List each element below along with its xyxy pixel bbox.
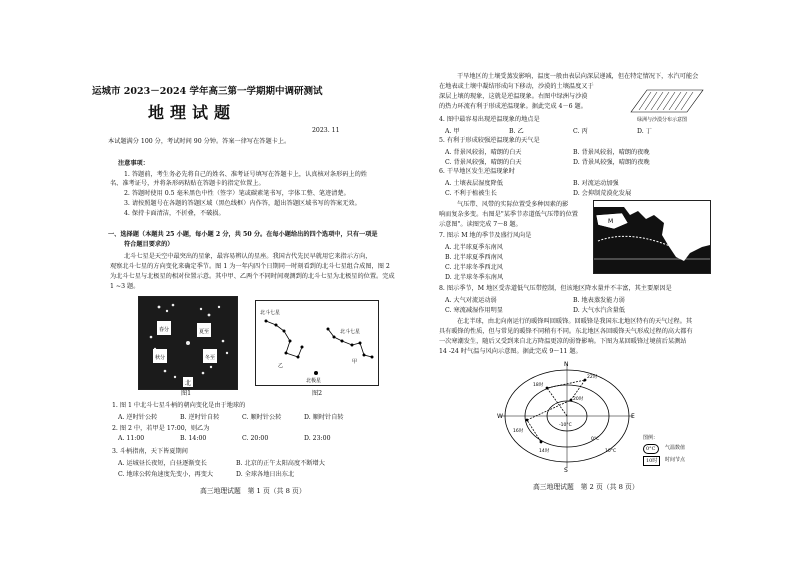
option[interactable]: B. 背景风较弱，晴朗的夜晚 (573, 149, 650, 156)
option[interactable]: C. 寒流减湿作用明显 (445, 307, 503, 314)
passage-line: 干旱地区的土壤受蒸发影响，温度一般由表层向深层递减，但在特定情况下，水汽可能会 (457, 73, 699, 80)
figure-1-caption: 图1 (181, 390, 192, 397)
section1-title: 一、选择题（本题共 25 小题，每小题 2 分，共 50 分。在每小题给出的四个选项中，只有一项是 (108, 231, 378, 238)
oasis-desert-figure (629, 86, 705, 114)
option[interactable]: D. 会抑制荒漠化发展 (573, 190, 632, 197)
page-footer: 高三地理试题 第 1 页（共 8 页） (200, 487, 306, 495)
figure-1-star-map (138, 296, 238, 390)
compass-e: E (631, 413, 635, 420)
question-6-stem: 6. 干旱地区发生逆温现象时 (439, 168, 515, 175)
option[interactable]: A. 运城昼长夜短，白昼逐渐变长 (118, 460, 207, 467)
passage-line: 响而复杂多变。右图是"某季节赤道低气压带的位置 (439, 211, 578, 218)
compass-n: N (564, 361, 569, 368)
legend-sample-time: 10时 (643, 456, 660, 466)
option[interactable]: D. 大气水汽含量低 (573, 307, 625, 314)
option[interactable]: B. 逆时针自转 (180, 414, 220, 421)
oasis-figure-caption: 绿洲与沙漠分布示意图 (637, 117, 688, 123)
notice-item: 3. 请按照题号在各题的答题区域（黑色线框）内作答，超出答题区域书写的答案无效。 (124, 200, 361, 207)
option[interactable]: D. 全球各地日出东北 (236, 471, 295, 478)
subject-title: 地理试题 (148, 103, 237, 122)
passage-line: 深层上壤的现象，这就是逆温现象。右图中绿洲与沙漠 (439, 93, 588, 100)
question-8-stem: 8. 图示季节，M 地区受赤道低气压带控制，但该地区降水量并不丰富，其主要原因是 (439, 285, 672, 292)
figure-2-svg (256, 301, 378, 385)
season-label: 冬至 (205, 355, 216, 361)
season-label: 春分 (159, 327, 170, 333)
season-label: 秋分 (155, 355, 166, 361)
option[interactable]: B. 北半球夏季西南风 (445, 254, 503, 261)
time-label: 18时 (533, 383, 544, 388)
notice-item: 4. 保持卡面清洁，不折叠，不破损。 (124, 210, 225, 217)
option[interactable]: C. 北半球冬季西北风 (445, 264, 503, 271)
exam-header-title: 运城市 2023－2024 学年高三第一学期期中调研测试 (92, 86, 323, 97)
oasis-svg (629, 86, 705, 114)
star-dots (150, 304, 229, 379)
temp-label: -10°C (559, 423, 572, 428)
option[interactable]: C. 背景风较强，晴朗的白天 (445, 159, 522, 166)
option[interactable]: B. 对流运动加强 (573, 180, 619, 187)
option[interactable]: A. 甲 (445, 128, 460, 135)
notice-title: 注意事项： (118, 160, 149, 167)
exam-info: 本试题满分 100 分，考试时间 90 分钟。答案一律写在答题卡上。 (108, 138, 291, 145)
passage-line: 示意图"。读图完成 7～8 题。 (439, 221, 522, 228)
passage-line: 具有暖锋的性质，但与常见的暖锋不同稍有不同。东北地区各回暖锋天气形成过程的高大都有 (439, 328, 693, 335)
option[interactable]: C. 不利于植被生长 (445, 190, 497, 197)
temp-label: 0°C (591, 437, 600, 442)
option[interactable]: D. 北半球冬季东南风 (445, 274, 504, 281)
compass-w: W (497, 413, 503, 420)
legend-title: 图例： (643, 435, 659, 441)
wind-temperature-diagram (497, 360, 637, 472)
compass-s: S (564, 467, 568, 472)
dipper-line-a (266, 321, 302, 357)
option[interactable]: C. 丙 (573, 128, 588, 135)
passage-line: 在北半球，由北向南运行的暖锋叫回暖锋。回暖锋是我国东北地区特有的天气过程。其 (457, 318, 693, 325)
season-label: 夏至 (199, 329, 210, 335)
page-footer: 高三地理试题 第 2 页（共 8 页） (533, 483, 639, 491)
figure-1-svg (139, 297, 237, 389)
dipper-label: 北斗七星 (260, 310, 281, 316)
option[interactable]: C. 20:00 (242, 435, 269, 442)
passage-line: 北斗七星是天空中最突出的星象，最容易辨认的星座。我国古代先民早就用它来指示方向， (124, 253, 372, 260)
notice-item: 1. 答题前，考生务必先将自己的姓名、准考证号填写在答题卡上，认真核对条形码上的姓 (124, 171, 367, 178)
option[interactable]: B. 地表蒸发能力弱 (573, 297, 625, 304)
time-label: 16时 (513, 429, 524, 434)
legend-label-temp: 气温数值 (665, 445, 686, 451)
option[interactable]: D. 背景风较强，晴朗的夜晚 (573, 159, 650, 166)
legend-label-time: 时间节点 (665, 457, 686, 463)
option[interactable]: B. 乙 (509, 128, 524, 135)
question-4-stem: 4. 图中最容易出现逆温现象的地点是 (439, 116, 540, 123)
option[interactable]: A. 土壤表层湿度降低 (445, 180, 503, 187)
pressure-belt-map (593, 200, 711, 274)
time-label: 22时 (587, 375, 598, 380)
option[interactable]: D. 丁 (637, 128, 652, 135)
time-label: 20时 (573, 397, 584, 402)
polaris-label: 北极星 (306, 378, 322, 384)
option[interactable]: A. 大气对流运动弱 (445, 297, 497, 304)
right-page (397, 0, 794, 562)
position-label-yi: 乙 (278, 363, 284, 369)
question-1-stem: 1. 图 1 中北斗七星斗柄的朝向变化是由于地球的 (112, 402, 246, 409)
option[interactable]: C. 地球公转角速度先变小，再变大 (118, 471, 214, 478)
figure-2-dipper (255, 300, 379, 386)
passage-line: 气压带、风带的实际位置受多种因素的影 (457, 201, 569, 208)
option[interactable]: A. 背景风较弱，晴朗的白天 (445, 149, 522, 156)
diagram-legend (643, 434, 705, 474)
question-3-stem: 3. 斗柄指南，天下皆夏期间 (112, 448, 188, 455)
map-label-m: M (608, 218, 614, 225)
map-svg (594, 201, 710, 273)
option[interactable]: D. 顺时针自转 (304, 414, 344, 421)
option[interactable]: A. 北半球夏季东南风 (445, 244, 503, 251)
section1-title-cont: 符合题目要求的） (124, 241, 174, 248)
option[interactable]: D. 23:00 (304, 435, 331, 442)
passage-line: 为北斗七星与北极星的相对位置示意。其中甲、乙两个不同时间观测到的北斗七星为北极星的位置。完成 (110, 273, 395, 280)
figure-2-caption: 图2 (312, 390, 323, 397)
north-label: 北 (185, 380, 192, 387)
question-5-stem: 5. 有利于形成较强逆温现象的天气是 (439, 137, 540, 144)
passage-line: 一次寒潮发生，随后又受到来自北方降温更凉的弱脊影响。下图为某回暖锋过境前后某测站 (439, 338, 687, 345)
legend-sample-temp: 0°C (643, 444, 659, 454)
option[interactable]: B. 北京的正午太阳高度不断增大 (236, 460, 325, 467)
notice-item: 名、准考证号，并将条形码粘贴在答题卡的指定位置上。 (110, 180, 265, 187)
time-points (526, 379, 587, 444)
question-2-stem: 2. 图 2 中，若甲是 17:00，则乙为 (112, 425, 210, 432)
wind-track (527, 380, 585, 442)
temp-label: 10°C (605, 449, 617, 454)
question-7-stem: 7. 图示 M 地的季节及盛行风向是 (439, 232, 532, 239)
option[interactable]: C. 顺时针公转 (242, 414, 282, 421)
notice-item: 2. 答题时使用 0.5 毫米黑色中性（签字）笔或碳素笔书写，字体工整、笔迹清楚。 (124, 190, 350, 197)
passage-line: 观察北斗七星的方向变化来确定季节。图 1 为一年内四个日期同一时刻看到的北斗七星组合成图，图 2 (110, 263, 390, 270)
compass-svg (497, 360, 637, 472)
passage-line: 1 ~3 题。 (110, 283, 140, 290)
passage-line: 的热力环流有利于形成逆温现象。据此完成 4－6 题。 (439, 103, 587, 110)
dipper-label: 北斗七星 (340, 329, 361, 335)
passage-line: 在地表或土壤中凝结形成向下移动，沙漠的土壤温度又于 (439, 83, 594, 90)
option[interactable]: B. 14:00 (180, 435, 207, 442)
option[interactable]: A. 11:00 (118, 435, 145, 442)
option[interactable]: A. 逆时针公转 (118, 414, 158, 421)
passage-line: 14 -24 时气温与风向示意图。据此完成 9～11 题。 (439, 348, 582, 355)
map-label-equator: 赤道 (680, 237, 691, 243)
time-label: 14时 (539, 449, 550, 454)
position-label-jia: 甲 (352, 359, 358, 365)
exam-date: 2023. 11 (312, 127, 340, 134)
